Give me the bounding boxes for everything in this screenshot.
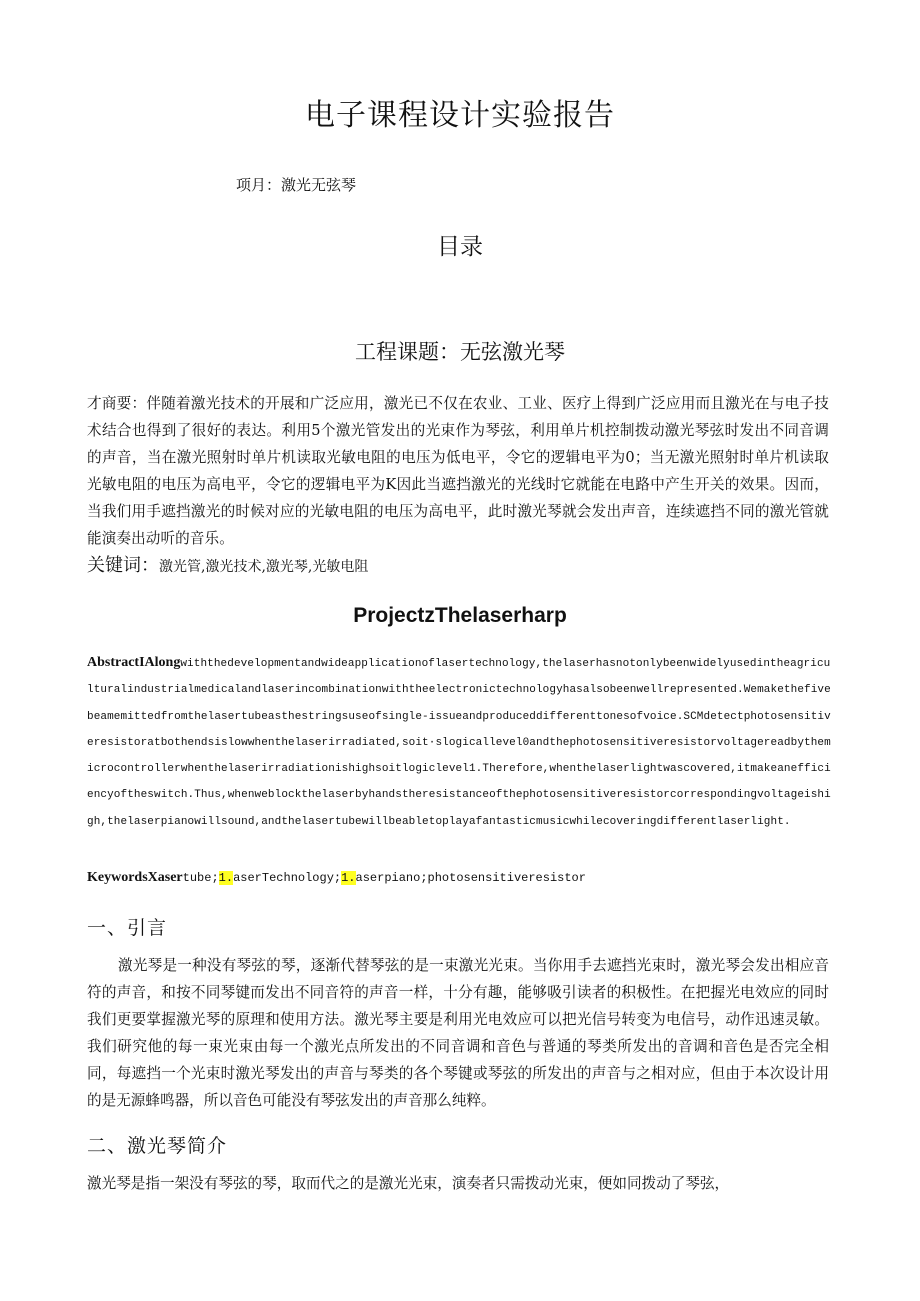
english-keywords-label: KeywordsXaser [87, 870, 183, 885]
english-abstract [87, 650, 832, 835]
english-title: ProjectzThelaserharp [353, 604, 567, 627]
highlighted-text: 1. [341, 871, 356, 885]
chinese-keywords-label: 关键词： [87, 555, 159, 576]
highlighted-text: 1. [218, 871, 234, 885]
project-label: 项月： [236, 176, 282, 194]
document-title: 电子课程设计实验报告 [305, 98, 615, 133]
english-keyword-part-1: tube; [182, 871, 219, 885]
table-of-contents-title: 目录 [437, 234, 483, 260]
introduction-paragraph: 激光琴是一种没有琴弦的琴，逐渐代替琴弦的是一束激光光束。当你用手去遮挡光束时，激光琴会发出相应音符的声音，和按不同琴键而发出不同音符的声音一样，十分有趣，能够吸引读者的积极性。在把握光电效应的同时我们更要掌握激光琴的原理和使用方法。激光琴主要是利用光电效应可以把光信号转变为电信号，动作迅速灵敏。我们研究他的每一束光束由每一个激光点所发出的不同音调和音色与普通的琴类所发出的音调和音色是否完全相同，每遮挡一个光束时激光琴发出的声音与琴类的各个琴键或琴弦的所发出的声音与之相对应，但由于本次设计用的是无源蜂鸣器，所以音色可能没有琴弦发出的声音那么纯粹。 [87, 957, 829, 1109]
english-abstract-label: AbstractIAlong [87, 655, 181, 670]
section-heading-laser-harp-overview: 二、激光琴简介 [87, 1135, 228, 1157]
english-keywords [87, 866, 832, 890]
chinese-abstract: 才商要：伴随着激光技术的开展和广泛应用，激光已不仅在农业、工业、医疗上得到广泛应用而且激光在与电子技术结合也得到了很好的表达。利用5个激光管发出的光束作为琴弦，利用单片机控制拨动激光琴弦时发出不同音调的声音，当在激光照射时单片机读取光敏电阻的电压为低电平，令它的逻辑电平为0；当无激光照射时单片机读取光敏电阻的电压为高电平，令它的逻辑电平为K因此当遮挡激光的光线时它就能在电路中产生开关的效果。因而，当我们用手遮挡激光的时候对应的光敏电阻的电压为高电平，此时激光琴就会发出声音，连续遮挡不同的激光管就能演奏出动听的音乐。 [87, 395, 829, 547]
project-line [236, 174, 356, 196]
english-keyword-part-2: aserTechnology; [233, 871, 342, 885]
overview-paragraph: 激光琴是指一架没有琴弦的琴，取而代之的是激光光束，演奏者只需拨动光束，便如同拨动了琴弦， [87, 1175, 730, 1192]
english-abstract-text: withthedevelopmentandwideapplicationoflasertechnology,thelaserhasnotonlybeenwidelyusedintheagriculturalindustrialmedicalandlaserincombinationwiththeelectronictechnologyhasalsobeenwellrepresented.Wemakethefivebeamemittedfromthelasertubeasthestringsuseofsingle-issueandproduceddifferenttonesofvoice.SCMdetectphotosensitiveresistoratbothendsislowwhenthelaserirradiated,soit·slogicallevel0andthephotosensitiveresistorvoltagereadbythemicrocontrollerwhenthelaserirradiationishighsoitlogiclevel1.Therefore,whenthelaserlightwascovered,itmakeanefficiencyoftheswitch.Thus,whenweblockthelaserbyhandstheresistanceofthephotosensitiveresistorcorrespondingvoltageishigh,thelaserpianowillsound,andthelasertubewillbeabletoplayafantasticmusicwhilecoveringdifferentlaserlight. [87, 658, 831, 828]
section-heading-introduction: 一、引言 [87, 917, 168, 939]
project-topic-heading: 工程课题：无弦激光琴 [355, 340, 565, 364]
chinese-keywords [87, 551, 829, 582]
project-name: 激光无弦琴 [281, 176, 357, 194]
chinese-keywords-list: 激光管,激光技术,激光琴,光敏电阻 [159, 559, 369, 575]
english-keyword-part-3: aserpiano;photosensitiveresistor [355, 871, 586, 885]
